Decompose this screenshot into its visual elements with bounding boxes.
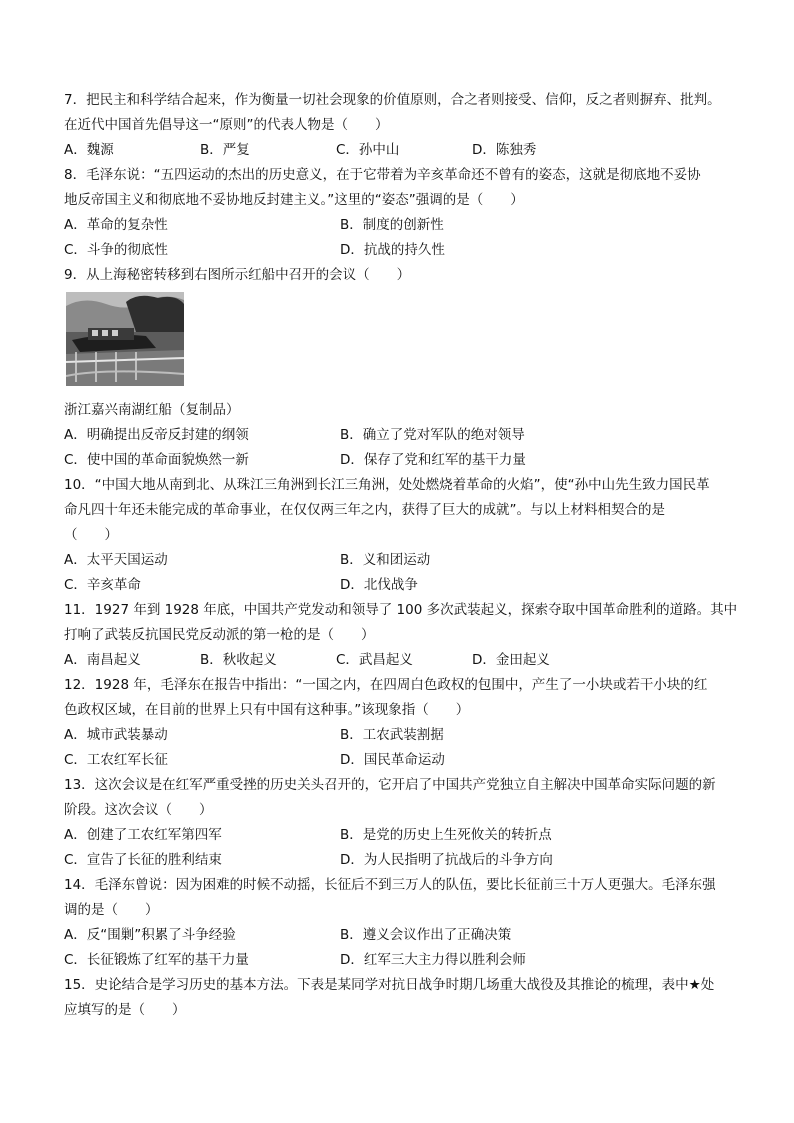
option-d[interactable]: D．北伐战争 bbox=[340, 577, 418, 593]
option-b[interactable]: B．确立了党对军队的绝对领导 bbox=[340, 427, 525, 443]
option-a[interactable]: A．革命的复杂性 bbox=[64, 217, 168, 233]
photo-caption: 浙江嘉兴南湖红船（复制品） bbox=[64, 402, 240, 418]
question-8 bbox=[64, 163, 736, 263]
red-boat-photo bbox=[66, 292, 184, 386]
option-d[interactable]: D．抗战的持久性 bbox=[340, 242, 445, 258]
option-d[interactable]: D．保存了党和红军的基干力量 bbox=[340, 452, 526, 468]
option-c[interactable]: C．辛亥革命 bbox=[64, 577, 141, 593]
option-c[interactable]: C．使中国的革命面貌焕然一新 bbox=[64, 452, 249, 468]
option-a[interactable]: A．反“围剿”积累了斗争经验 bbox=[64, 927, 236, 943]
options-row bbox=[64, 573, 736, 598]
option-d[interactable]: D．金田起义 bbox=[472, 652, 550, 668]
option-a[interactable]: A．城市武装暴动 bbox=[64, 727, 168, 743]
question-stem: 10．“中国大地从南到北、从珠江三角洲到长江三角洲，处处燃烧着革命的火焰”，使“孙中山先生致力国民革 bbox=[64, 477, 710, 493]
options-row bbox=[64, 823, 736, 848]
option-d[interactable]: D．红军三大主力得以胜利会师 bbox=[340, 952, 526, 968]
option-b[interactable]: B．制度的创新性 bbox=[340, 217, 444, 233]
option-a[interactable]: A．明确提出反帝反封建的纲领 bbox=[64, 427, 249, 443]
question-stem: 14．毛泽东曾说：因为困难的时候不动摇，长征后不到三万人的队伍，要比长征前三十万人更强大。毛泽东强 bbox=[64, 877, 716, 893]
question-7 bbox=[64, 88, 736, 163]
option-c[interactable]: C．宣告了长征的胜利结束 bbox=[64, 852, 222, 868]
option-c[interactable]: C．长征锻炼了红军的基干力量 bbox=[64, 952, 249, 968]
option-a[interactable]: A．南昌起义 bbox=[64, 652, 141, 668]
option-c[interactable]: C．斗争的彻底性 bbox=[64, 242, 168, 258]
options-row bbox=[64, 648, 736, 673]
question-stem: 应填写的是（ ） bbox=[64, 1002, 186, 1018]
question-11 bbox=[64, 598, 736, 673]
question-15 bbox=[64, 973, 736, 1023]
question-stem: 11．1927 年到 1928 年底，中国共产党发动和领导了 100 多次武装起义，探索夺取中国革命胜利的道路。其中 bbox=[64, 602, 738, 618]
option-a[interactable]: A．魏源 bbox=[64, 142, 114, 158]
question-stem: 地反帝国主义和彻底地不妥协地反封建主义。”这里的“姿态”强调的是（ ） bbox=[64, 192, 524, 208]
question-stem: （ ） bbox=[64, 527, 118, 543]
question-stem: 色政权区域，在目前的世界上只有中国有这种事。”该现象指（ ） bbox=[64, 702, 470, 718]
question-13 bbox=[64, 773, 736, 873]
options-row bbox=[64, 238, 736, 263]
question-stem: 阶段。这次会议（ ） bbox=[64, 802, 213, 818]
question-9 bbox=[64, 263, 736, 473]
options-row bbox=[64, 213, 736, 238]
options-row bbox=[64, 448, 736, 473]
question-stem: 9．从上海秘密转移到右图所示红船中召开的会议（ ） bbox=[64, 267, 411, 283]
option-b[interactable]: B．工农武装割据 bbox=[340, 727, 444, 743]
options-row bbox=[64, 138, 736, 163]
option-a[interactable]: A．创建了工农红军第四军 bbox=[64, 827, 222, 843]
option-b[interactable]: B．遵义会议作出了正确决策 bbox=[340, 927, 512, 943]
options-row bbox=[64, 848, 736, 873]
question-stem: 13．这次会议是在红军严重受挫的历史关头召开的，它开启了中国共产党独立自主解决中国革命实际问题的新 bbox=[64, 777, 716, 793]
options-row bbox=[64, 548, 736, 573]
option-b[interactable]: B．义和团运动 bbox=[340, 552, 431, 568]
option-a[interactable]: A．太平天国运动 bbox=[64, 552, 168, 568]
options-row bbox=[64, 423, 736, 448]
question-stem: 在近代中国首先倡导这一“原则”的代表人物是（ ） bbox=[64, 117, 389, 133]
option-b[interactable]: B．是党的历史上生死攸关的转折点 bbox=[340, 827, 552, 843]
option-c[interactable]: C．工农红军长征 bbox=[64, 752, 168, 768]
question-14 bbox=[64, 873, 736, 973]
question-stem: 打响了武装反抗国民党反动派的第一枪的是（ ） bbox=[64, 627, 375, 643]
question-stem: 15．史论结合是学习历史的基本方法。下表是某同学对抗日战争时期几场重大战役及其推论的梳理，表中★处 bbox=[64, 977, 715, 993]
question-stem: 8．毛泽东说：“五四运动的杰出的历史意义，在于它带着为辛亥革命还不曾有的姿态，这就是彻底地不妥协 bbox=[64, 167, 701, 183]
exam-document bbox=[64, 88, 736, 1023]
option-b[interactable]: B．严复 bbox=[200, 142, 250, 158]
options-row bbox=[64, 923, 736, 948]
question-12 bbox=[64, 673, 736, 773]
question-stem: 命凡四十年还未能完成的革命事业，在仅仅两三年之内，获得了巨大的成就”。与以上材料相契合的是 bbox=[64, 502, 665, 518]
option-b[interactable]: B．秋收起义 bbox=[200, 652, 277, 668]
option-d[interactable]: D．国民革命运动 bbox=[340, 752, 445, 768]
option-c[interactable]: C．孙中山 bbox=[336, 142, 400, 158]
option-d[interactable]: D．为人民指明了抗战后的斗争方向 bbox=[340, 852, 553, 868]
question-10 bbox=[64, 473, 736, 598]
question-stem: 调的是（ ） bbox=[64, 902, 159, 918]
options-row bbox=[64, 748, 736, 773]
question-stem: 12．1928 年，毛泽东在报告中指出：“一国之内，在四周白色政权的包围中，产生了一小块或若干小块的红 bbox=[64, 677, 708, 693]
option-d[interactable]: D．陈独秀 bbox=[472, 142, 537, 158]
options-row bbox=[64, 723, 736, 748]
option-c[interactable]: C．武昌起义 bbox=[336, 652, 413, 668]
question-stem: 7．把民主和科学结合起来，作为衡量一切社会现象的价值原则，合之者则接受、信仰，反之者则摒弃、批判。 bbox=[64, 92, 721, 108]
options-row bbox=[64, 948, 736, 973]
